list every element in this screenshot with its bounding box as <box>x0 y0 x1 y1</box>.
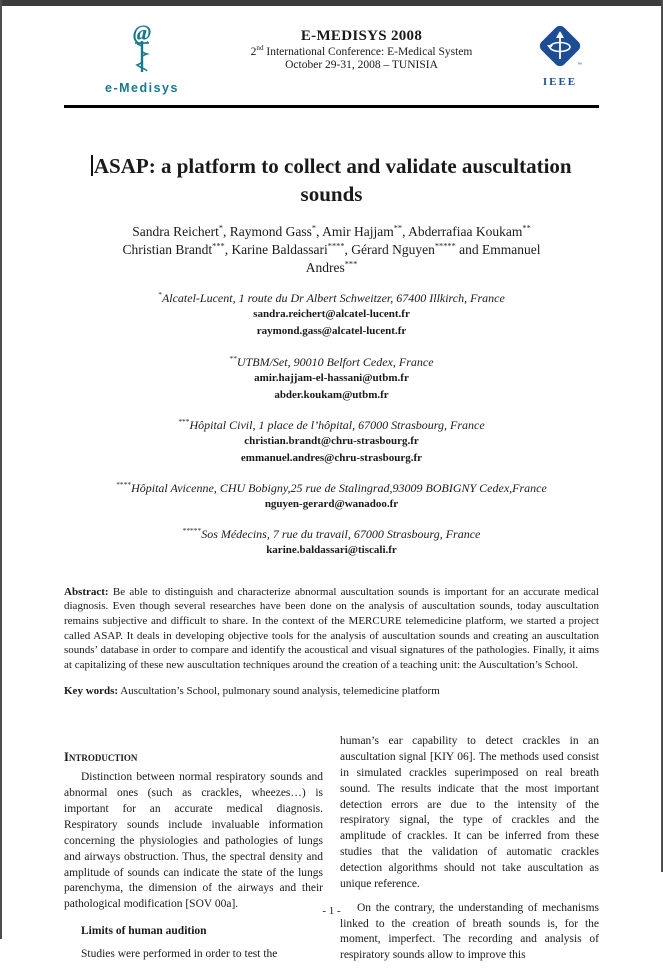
author-name: Andres <box>305 260 345 276</box>
conference-name: E-MEDISYS 2008 <box>300 28 423 44</box>
conference-edition-number: 2 <box>250 46 257 58</box>
affiliation-address <box>64 418 599 433</box>
author-email: abder.koukam@utbm.fr <box>274 388 389 401</box>
abstract-paragraph <box>64 585 599 673</box>
affiliation-marker: * <box>158 290 162 300</box>
svg-text:@: @ <box>132 22 152 45</box>
affiliation-block <box>64 418 599 467</box>
affiliation-marker: ** <box>229 353 237 363</box>
author-affiliation-marker: ***** <box>434 241 456 251</box>
author-affiliation-marker: ** <box>522 223 531 233</box>
affiliation-block <box>64 355 599 404</box>
author-name: , Gérard Nguyen <box>344 241 435 257</box>
author-line-1 <box>64 223 599 241</box>
subsection-heading-limits: Limits of human audition <box>81 925 207 938</box>
affiliation-text: Sos Médecins, 7 rue du travail, 67000 Strasbourg, France <box>201 526 481 541</box>
keywords-line <box>64 684 599 699</box>
conference-edition-ordinal: nd <box>256 44 264 53</box>
section-heading-introduction: Introduction <box>64 750 138 765</box>
emedisys-logo <box>64 22 202 95</box>
author-email: sandra.reichert@alcatel-lucent.fr <box>253 308 410 321</box>
conference-subtitle-text: International Conference: E-Medical System <box>263 46 473 58</box>
author-line-3 <box>64 259 599 277</box>
page-number: - 1 - <box>322 905 341 917</box>
emedisys-logo-text: e-Medisys <box>105 81 179 95</box>
header-divider <box>64 105 599 108</box>
right-column <box>340 734 599 972</box>
left-column <box>64 734 323 972</box>
affiliation-marker: *** <box>178 416 190 426</box>
author-affiliation-marker: * <box>218 223 224 233</box>
affiliation-address <box>64 355 599 370</box>
caduceus-at-icon <box>113 22 171 78</box>
affiliation-address <box>64 291 599 306</box>
author-name: Sandra Reichert <box>132 223 219 239</box>
body-paragraph: Studies were performed in order to test the <box>81 948 278 960</box>
conference-date-location: October 29-31, 2008 – TUNISIA <box>285 59 438 71</box>
affiliation-block <box>64 481 599 513</box>
body-paragraph: human’s ear capability to detect crackles in an auscultation signal [KIY 06]. The methods used consist in simulated crackles superimposed on real breath sound. The results indicate that the most important detection errors are due to the intensity of the respiratory signal, the type of crackles and the amplitude of crackles. It can be inferred from these studies that the validation of automatic crackles detection algorithms should not take auscultation as unique reference. <box>340 735 599 890</box>
affiliation-block <box>64 527 599 559</box>
paper-title-line1: ASAP: a platform to collect and validate auscultation <box>93 154 572 178</box>
author-name: Christian Brandt <box>122 241 213 257</box>
text-cursor <box>91 155 93 176</box>
affiliation-marker: **** <box>116 479 132 489</box>
author-email: amir.hajjam-el-hassani@utbm.fr <box>254 371 409 384</box>
paper-title <box>64 152 599 209</box>
author-affiliation-marker: *** <box>344 259 358 269</box>
affiliations-section <box>64 291 599 558</box>
author-name: , Karine Baldassari <box>224 241 328 257</box>
author-email: raymond.gass@alcatel-lucent.fr <box>256 325 407 338</box>
author-list <box>64 223 599 278</box>
conference-title-block <box>202 22 521 71</box>
author-name: , Abderrafiaa Koukam <box>402 223 523 239</box>
affiliation-block <box>64 291 599 340</box>
body-paragraph: On the contrary, the understanding of mechanisms linked to the creation of breath sounds is, for the moment, imperfect. The recording and analysis of respiratory sounds allow to improve this <box>340 901 599 962</box>
author-email: nguyen-gerard@wanadoo.fr <box>264 497 399 510</box>
author-affiliation-marker: **** <box>327 241 345 251</box>
affiliation-text: Hôpital Civil, 1 place de l’hôpital, 67000 Strasbourg, France <box>189 417 485 432</box>
author-affiliation-marker: * <box>311 223 317 233</box>
keywords-text: Auscultation’s School, pulmonary sound analysis, telemedicine platform <box>118 684 440 697</box>
abstract-text: Be able to distinguish and characterize abnormal auscultation sounds is important for an accurate medical diagnosis. Even though several researches have been done on the analysis of auscultation sounds, today auscultation remains subjective and difficult to share. In the context of the MERCURE telemedicine platform, we started a project called ASAP. It deals in developing objective tools for the analysis of auscultation sounds and creating an auscultation sounds’ database in order to compare and identify the acoustical and visual signatures of the pathologies. Finally, it aims at capitalizing of these new auscultation techniques around the creation of a teaching unit: the Auscultation’s School. <box>64 585 599 671</box>
body-columns <box>64 734 599 972</box>
abstract-label: Abstract: <box>64 585 109 598</box>
author-email: karine.baldassari@tiscali.fr <box>266 543 397 556</box>
author-affiliation-marker: ** <box>393 223 403 233</box>
author-line-2 <box>64 241 599 259</box>
author-affiliation-marker: *** <box>212 241 225 251</box>
affiliation-marker: ***** <box>182 525 202 535</box>
svg-text:™: ™ <box>577 62 582 68</box>
body-paragraph: Distinction between normal respiratory sounds and abnormal ones (such as crackles, wheezes…) is important for an accurate medical diagnosis. Respiratory sounds include invaluable information concerning the physiologies and pathologies of lungs and airways obstruction. Thus, the spectral density and amplitude of sounds can indicate the state of the lungs parenchyma, the dimension of the airways and their pathological modification [SOV 00a]. <box>64 771 323 911</box>
author-email: christian.brandt@chru-strasbourg.fr <box>244 434 419 447</box>
conference-subtitle <box>202 46 521 58</box>
author-name: , Raymond Gass <box>223 223 312 239</box>
affiliation-text: UTBM/Set, 90010 Belfort Cedex, France <box>236 354 434 369</box>
author-name: and Emmanuel <box>455 241 541 257</box>
affiliation-address <box>64 481 599 496</box>
paper-title-line2: sounds <box>300 182 363 207</box>
conference-header <box>64 22 599 95</box>
ieee-diamond-icon <box>533 24 587 74</box>
affiliation-address <box>64 527 599 542</box>
author-name: , Amir Hajjam <box>316 223 394 239</box>
author-email: emmanuel.andres@chru-strasbourg.fr <box>240 451 423 464</box>
affiliation-text: Hôpital Avicenne, CHU Bobigny,25 rue de Stalingrad,93009 BOBIGNY Cedex,France <box>131 480 547 495</box>
ieee-logo <box>521 22 599 88</box>
keywords-label: Key words: <box>64 684 119 697</box>
affiliation-text: Alcatel-Lucent, 1 route du Dr Albert Schweitzer, 67400 Illkirch, France <box>161 291 505 306</box>
ieee-logo-text: IEEE <box>542 76 578 88</box>
